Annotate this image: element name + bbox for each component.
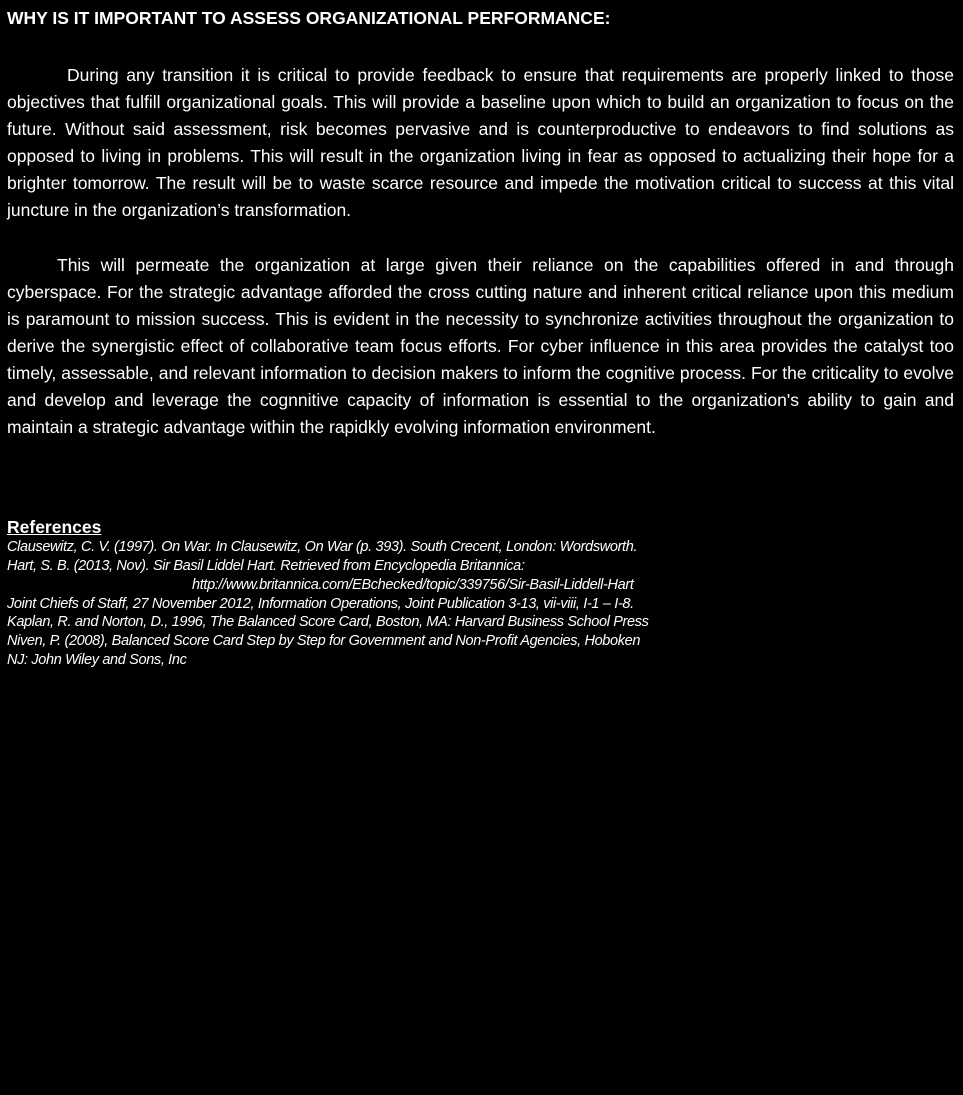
references-title: References [7, 517, 102, 538]
reference-joint-chiefs: Joint Chiefs of Staff, 27 November 2012, Information Operations, Joint Publication 3-13, vii-viii, I-1 – I-8. [7, 595, 634, 612]
paragraph-cyberspace: This will permeate the organization at large given their reliance on the capabilities offered in and through cyberspace. For the strategic advantage afforded the cross cutting nature and inherent critical reliance upon this medium is paramount to mission success. This is evident in the necessity to synchronize activities throughout the organization to derive the synergistic effect of collaborative team focus efforts. For cyber influence in this area provides the catalyst too timely, assessable, and relevant information to decision makers to inform the cognitive process. For the criticality to evolve and develop and leverage the cognnitive capacity of information is essential to the organization's ability to gain and maintain a strategic advantage within the rapidkly evolving information environment. [7, 254, 954, 438]
reference-clausewitz: Clausewitz, C. V. (1997). On War. In Clausewitz, On War (p. 393). South Crecent, London: Wordsworth. [7, 539, 638, 556]
reference-kaplan-norton: Kaplan, R. and Norton, D., 1996, The Balanced Score Card, Boston, MA: Harvard Business School Press [7, 614, 649, 631]
reference-niven: Niven, P. (2008), Balanced Score Card Step by Step for Government and Non-Profit Agencies, Hoboken [7, 633, 641, 650]
references-section [7, 517, 954, 670]
reference-hart: Hart, S. B. (2013, Nov). Sir Basil Liddel Hart. Retrieved from Encyclopedia Britannica: [7, 558, 525, 575]
section-heading: WHY IS IT IMPORTANT TO ASSESS ORGANIZATIONAL PERFORMANCE: [7, 8, 611, 28]
paragraph-assessment: During any transition it is critical to provide feedback to ensure that requirements are properly linked to those objectives that fulfill organizational goals. This will provide a baseline upon which to build an organization to focus on the future. Without said assessment, risk becomes pervasive and is counterproductive to endeavors to find solutions as opposed to living in problems. This will result in the organization living in fear as opposed to actualizing their hope for a brighter tomorrow. The result will be to waste scarce resource and impede the motivation critical to success at this vital juncture in the organization’s transformation. [7, 65, 954, 221]
reference-hart-url: http://www.britannica.com/EBchecked/topic/339756/Sir-Basil-Liddell-Hart [192, 576, 634, 593]
document-page [7, 0, 954, 670]
reference-niven-publisher: NJ: John Wiley and Sons, Inc [7, 652, 187, 668]
